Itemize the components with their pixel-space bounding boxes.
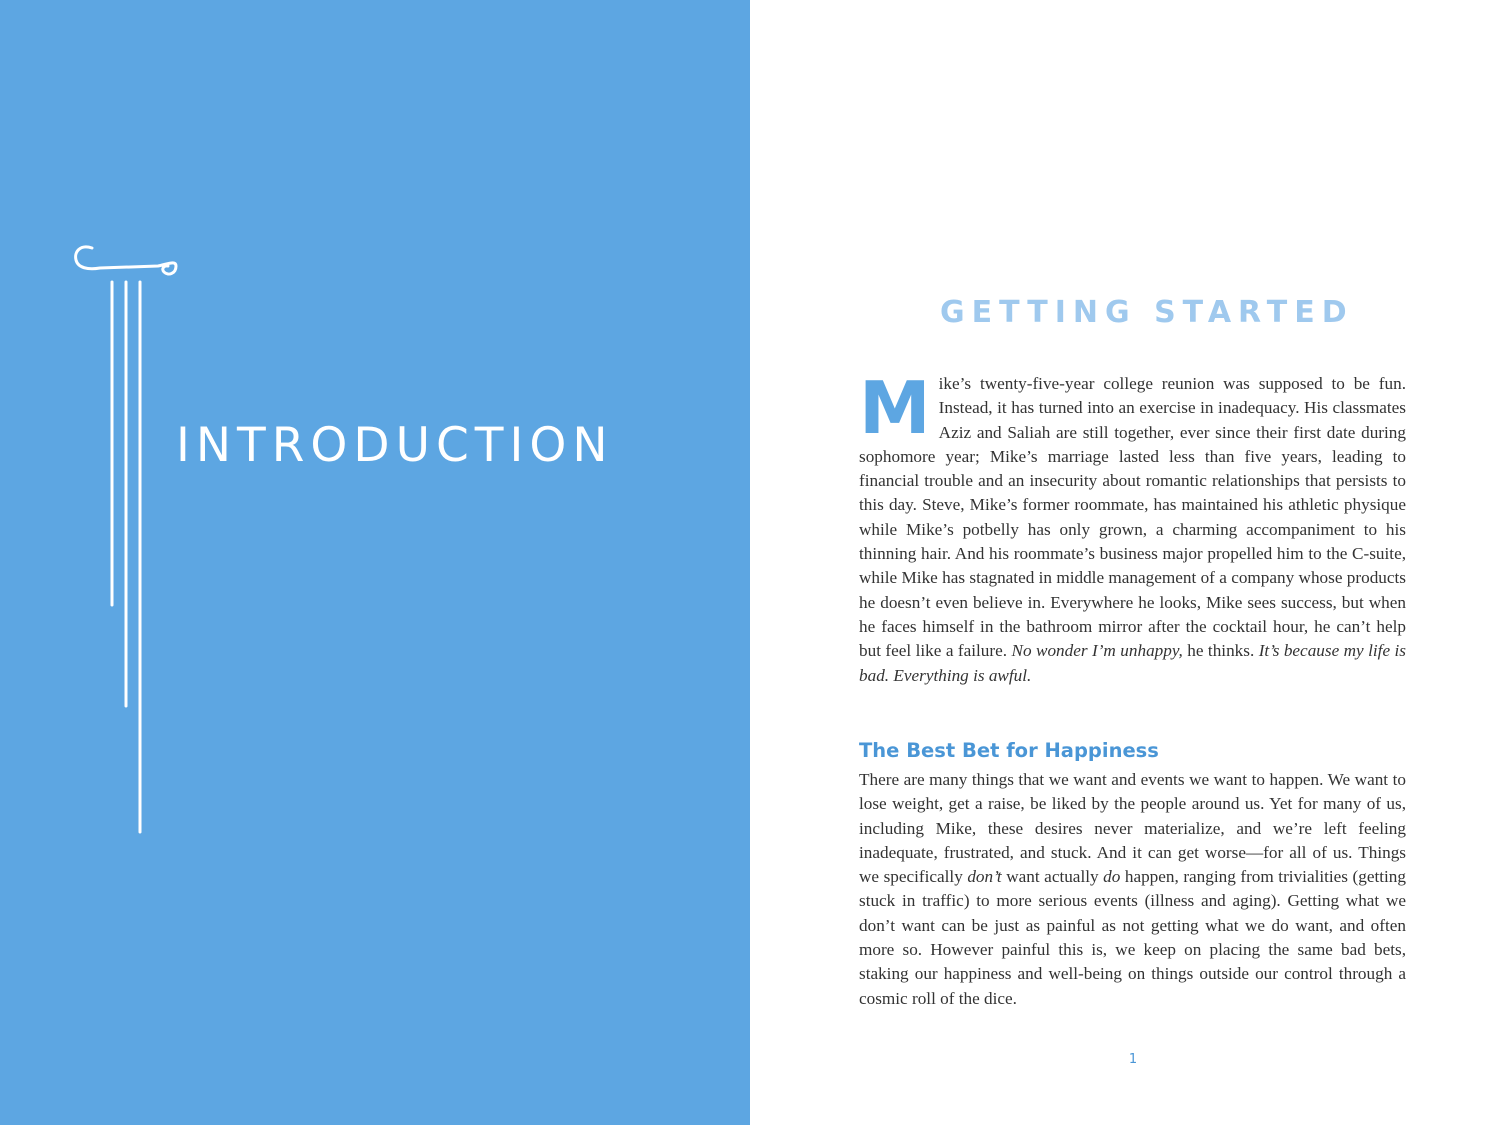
italic-text-run: No wonder I’m unhappy, [1011, 641, 1183, 661]
italic-text-run: do [1103, 867, 1121, 887]
text-run: he thinks. [1182, 641, 1259, 661]
italic-text-run: don’t [967, 867, 1002, 887]
body-paragraph [859, 768, 1406, 1011]
text-run: want actually [1001, 867, 1104, 887]
drop-cap: M [859, 366, 931, 450]
section-title: GETTING STARTED [940, 295, 1354, 330]
text-run: happen, ranging from trivialities (getting stuck in traffic) to more serious events (illness and aging). Getting what we don’t want can be just as painful as not getting what we do want, and often more so. However painful this is, we keep on placing the same bad bets, staking our happiness and well-being on things outside our control through a cosmic roll of the dice. [859, 867, 1406, 1008]
text-run: ike’s twenty-five-year college reunion was supposed to be fun. Instead, it has turned into an exercise in inadequacy. His classmates Aziz and Saliah are still together, ever since their first date during sophomore year; Mike’s marriage lasted less than five years, leading to financial trouble and an insecurity about romantic relationships that persists to this day. Steve, Mike’s former roommate, has maintained his athletic physique while Mike’s potbelly has only grown, a charming accompaniment to his thinning hair. And his roommate’s business major propelled him to the C-suite, while Mike has stagnated in middle management of a company whose products he doesn’t even believe in. Everywhere he looks, Mike sees success, but when he faces himself in the bathroom mirror after the cocktail hour, he can’t help but feel like a failure. [859, 374, 1406, 661]
italic-text-run: It’s because my life is bad. Everything is awful. [859, 641, 1406, 685]
chapter-title: INTRODUCTION [176, 418, 614, 473]
text-run: There are many things that we want and events we want to happen. We want to lose weight, get a raise, be liked by the people around us. Yet for many of us, including Mike, these desires never materialize, and we’re left feeling inadequate, frustrated, and stuck. And it can get worse—for all of us. Things we specifically [859, 770, 1406, 887]
right-page [750, 0, 1500, 1125]
subheading: The Best Bet for Happiness [859, 739, 1159, 762]
intro-paragraph [859, 366, 1406, 688]
page-number: 1 [1128, 1052, 1138, 1067]
ionic-column-icon [70, 240, 185, 840]
